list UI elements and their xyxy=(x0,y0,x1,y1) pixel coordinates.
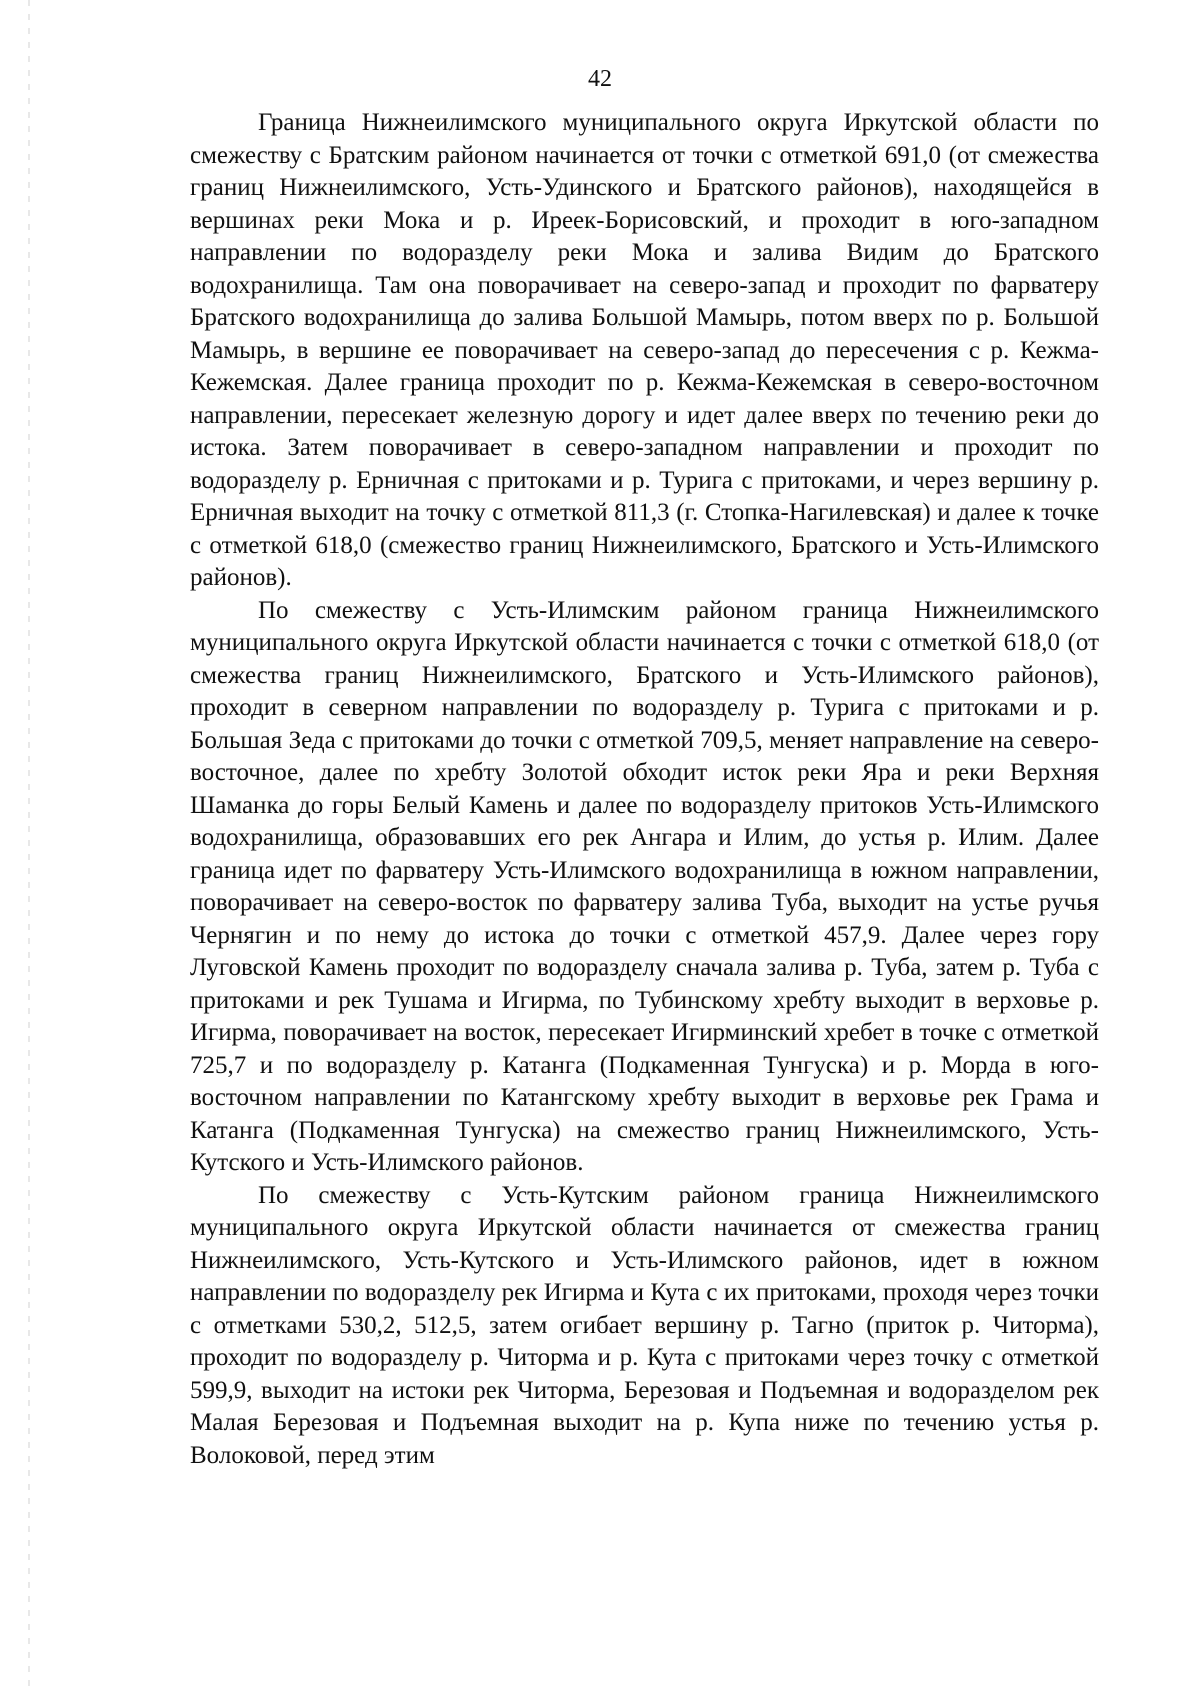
paragraph-ust-kut-border: По смежеству с Усть-Кутским районом граница Нижнеилимского муниципального округа Иркутской области начинается от смежества границ Нижнеилимского, Усть-Кутского и Усть-Илимского районов, идет в южном направлении по водоразделу рек Игирма и Кута с их притоками, проходя через точки с отметками 530,2, 512,5, затем огибает вершину р. Тагно (приток р. Читорма), проходит по водоразделу р. Читорма и р. Кута с притоками через точку с отметкой 599,9, выходит на истоки рек Читорма, Березовая и Подъемная и водоразделом рек Малая Березовая и Подъемная выходит на р. Купа ниже по течению устья р. Волоковой, перед этим xyxy=(190,1181,1099,1469)
scan-edge-artifact xyxy=(28,0,30,1693)
document-body xyxy=(190,107,1099,1472)
paragraph-bratsk-border: Граница Нижнеилимского муниципального округа Иркутской области по смежеству с Братским районом начинается от точки с отметкой 691,0 (от смежества границ Нижнеилимского, Усть-Удинского и Братского районов), находящейся в вершинах реки Мока и р. Ирeек-Борисовский, и проходит в юго-западном направлении по водоразделу реки Мока и залива Видим до Братского водохранилища. Там она поворачивает на северо-запад и проходит по фарватеру Братского водохранилища до залива Большой Мамырь, потом вверх по р. Большой Мамырь, в вершине ее поворачивает на северо-запад до пересечения с р. Кежма-Кежемская. Далее граница проходит по р. Кежма-Кежемская в северо-восточном направлении, пересекает железную дорогу и идет далее вверх по течению реки до истока. Затем поворачивает в северо-западном направлении и проходит по водоразделу р. Ерничная с притоками и р. Турига с притоками, и через вершину р. Ерничная выходит на точку с отметкой 811,3 (г. Стопка-Нагилевская) и далее к точке с отметкой 618,0 (смежество границ Нижнеилимского, Братского и Усть-Илимского районов). xyxy=(190,109,1099,591)
page-number: 42 xyxy=(588,66,612,92)
paragraph-ust-ilimsk-border: По смежеству с Усть-Илимским районом граница Нижнеилимского муниципального округа Иркутской области начинается с точки с отметкой 618,0 (от смежества границ Нижнеилимского, Братского и Усть-Илимского районов), проходит в северном направлении по водоразделу р. Турига с притоками и р. Большая Зеда с притоками до точки с отметкой 709,5, меняет направление на северо-восточное, далее по хребту Золотой обходит исток реки Яра и реки Верхняя Шаманка до горы Белый Камень и далее по водоразделу притоков Усть-Илимского водохранилища, образовавших его рек Ангара и Илим, до устья р. Илим. Далее граница идет по фарватеру Усть-Илимского водохранилища в южном направлении, поворачивает на северо-восток по фарватеру залива Туба, выходит на устье ручья Чернягин и по нему до истока до точки с отметкой 457,9. Далее через гору Луговской Камень проходит по водоразделу сначала залива р. Туба, затем р. Туба с притоками и рек Тушама и Игирма, по Тубинскому хребту выходит в верховье р. Игирма, поворачивает на восток, пересекает Игирминский хребет в точке с отметкой 725,7 и по водоразделу р. Катанга (Подкаменная Тунгуска) и р. Морда в юго-восточном направлении по Катангскому хребту выходит в верховье рек Грама и Катанга (Подкаменная Тунгуска) на смежество границ Нижнеилимского, Усть-Кутского и Усть-Илимского районов. xyxy=(190,596,1099,1176)
